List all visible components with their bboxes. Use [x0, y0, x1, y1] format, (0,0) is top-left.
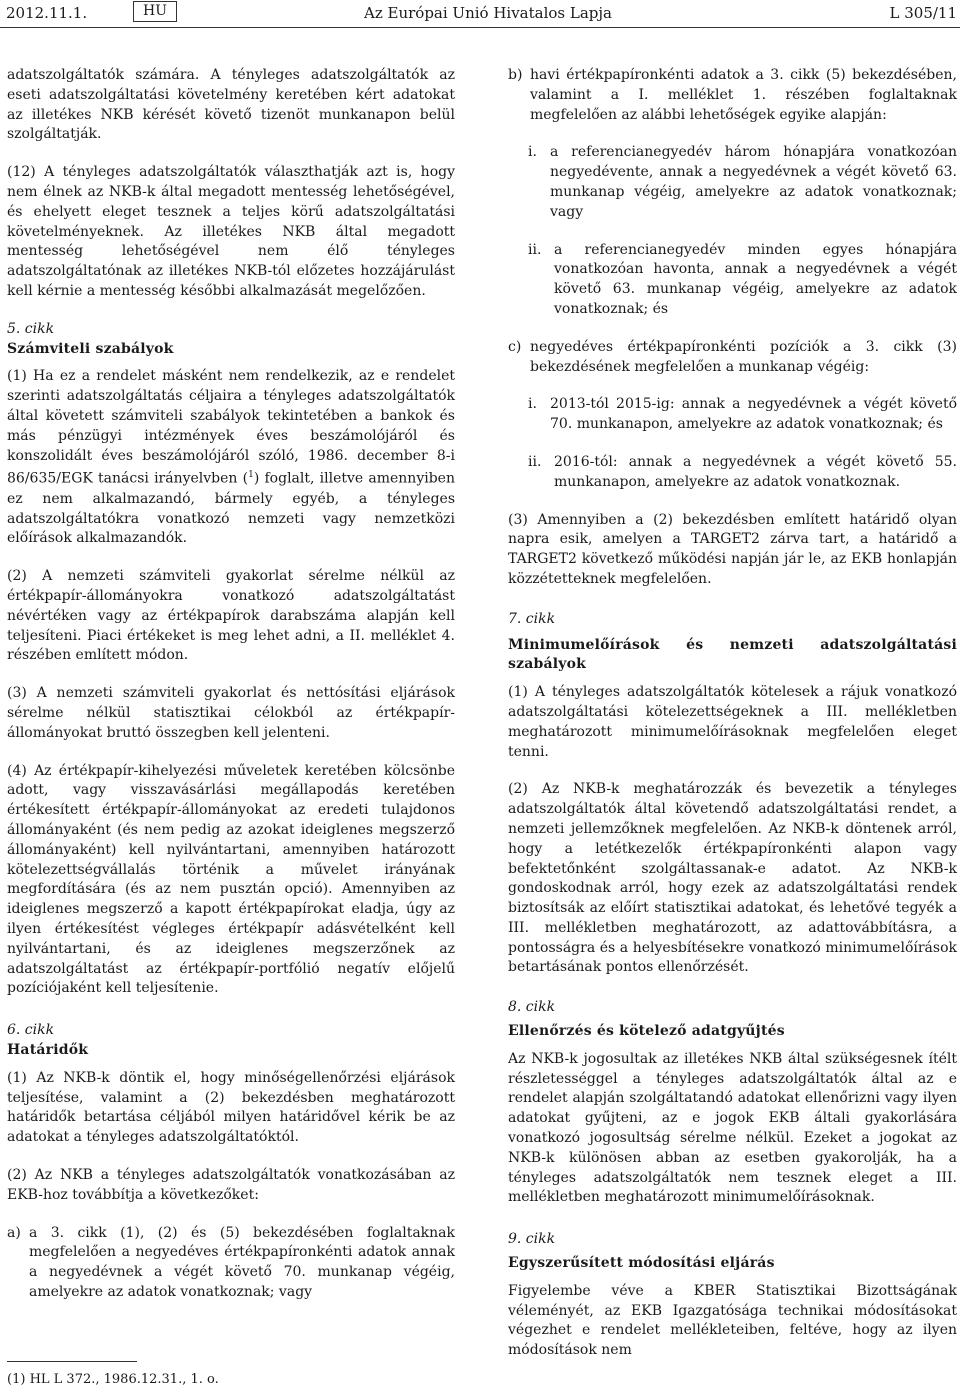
list-item-b-ii	[508, 241, 957, 320]
list-item-c	[508, 338, 957, 378]
list-item-c-i	[508, 395, 957, 435]
article-5-paragraph-4: (4) Az értékpapír-kihelyezési műveletek keretében kölcsönbe adott, vagy visszavásárlási megállapodás keretében értékesített értékpapír-állományokat az eredeti tulajdonos állományaként (és nem pedig az azokat ideiglenes megszerző állományaként) kell nyilvántartani, amennyiben határozott kötelezettségvállalás történik a művelet irányának megfordítására (és az nem pusztán opció). Amennyiben az ideiglenes megszerző a kapott értékpapírokat eladja, úgy az ilyen értékesítést végleges értékpapír adásvételként kell nyilvántartani, és az ideiglenes megszerzőnek az adatszolgáltatást az értékpapír-portfólió negatív előjelű pozíciójaként kell teljesítenie.	[7, 762, 455, 997]
right-column	[508, 66, 957, 1361]
publication-date: 2012.11.1.	[6, 4, 88, 22]
article-8-heading	[508, 998, 957, 1042]
article-6-paragraph-1: (1) Az NKB-k döntik el, hogy minőségellenőrzési eljárások teljesítése, valamint a (2) bekezdésben meghatározott határidők betartása céljából milyen határidővel kérik be az adatokat a tényleges adatszolgáltatóktól.	[7, 1069, 455, 1146]
article-7-heading	[508, 610, 957, 675]
footnote-reference: 1	[248, 470, 254, 481]
article-7-paragraph-1: (1) A tényleges adatszolgáltatók kötelesek a rájuk vonatkozó adatszolgáltatási kötelezettségeknek a III. mellékletben meghatározott minimumelőírásoknak megfelelően eleget tenni.	[508, 684, 957, 760]
list-marker: ii.	[528, 241, 542, 258]
list-item-b-i	[508, 143, 957, 222]
article-number: 6. cikk	[7, 1022, 55, 1039]
list-item-text: a 3. cikk (1), (2) és (5) bekezdésében foglaltaknak megfelelően a negyedéves értékpapíronkénti adatok annak a negyedévnek a végét követő 70. munkanap végéig, amelyekre az adatok vonatkoznak; vagy	[29, 1224, 455, 1300]
page-number: L 305/11	[889, 4, 957, 22]
article-title: Egyszerűsített módosítási eljárás	[508, 1255, 775, 1272]
header-rule	[0, 27, 960, 28]
article-number: 7. cikk	[508, 610, 556, 627]
list-item-text: a referencianegyedév három hónapjára vonatkozóan negyedévente, annak a negyedévnek a végét követő 63. munkanap végéig, amelyekre az adatok vonatkoznak; vagy	[550, 144, 957, 220]
list-item-text: havi értékpapíronkénti adatok a 3. cikk (5) bekezdésében, valamint a I. melléklet 1. részében foglaltaknak megfelelően az alábbi lehetőségek egyike alapján:	[530, 67, 957, 123]
journal-title: Az Európai Unió Hivatalos Lapja	[364, 4, 612, 22]
page-header	[0, 0, 960, 26]
continuation-paragraph: adatszolgáltatók számára. A tényleges adatszolgáltatók az eseti adatszolgáltatási követelmény keretében kért adatokat az illetékes NKB kérését követő tizenöt munkanapon belül szolgáltatják.	[7, 67, 455, 143]
footnote-marker: (1)	[7, 1372, 26, 1387]
article-6-paragraph-2: (2) Az NKB a tényleges adatszolgáltatók vonatkozásában az EKB-hoz továbbítja a következőket:	[7, 1166, 455, 1203]
list-item-text: a referencianegyedév minden egyes hónapjára vonatkozóan havonta, annak a negyedévnek a végét követő 63. munkanap végéig, amelyekre az adatok vonatkoznak; és	[554, 241, 957, 317]
list-item-c-ii	[508, 453, 957, 493]
article-title: Ellenőrzés és kötelező adatgyűjtés	[508, 1023, 785, 1040]
article-title: Minimumelőírások és nemzeti adatszolgáltatási szabályok	[508, 636, 957, 673]
article-9-paragraph: Figyelembe véve a KBER Statisztikai Bizottságának véleményét, az EKB Igazgatósága technikai módosításokat végezhet e rendelet mellékleteiben, feltéve, hogy az ilyen módosítások nem	[508, 1282, 957, 1359]
article-5-heading	[7, 320, 455, 360]
list-marker: a)	[7, 1224, 21, 1241]
article-6-paragraph-3: (3) Amennyiben a (2) bekezdésben említett határidő olyan napra esik, amelyen a TARGET2 zárva tart, a határidő a TARGET2 következő működési napján jár le, az EKB honlapján közzétetteknek megfelelően.	[508, 511, 957, 587]
article-5-paragraph-2: (2) A nemzeti számviteli gyakorlat sérelme nélkül az értékpapír-állományokra vonatkozó adatszolgáltatást névértéken vagy az értékpapírok darabszáma alapján kell teljesíteni. Piaci értékeket is meg lehet adni, a II. melléklet 4. részében említett módon.	[7, 568, 455, 664]
list-marker: c)	[508, 338, 522, 355]
list-marker: i.	[528, 144, 537, 161]
article-number: 9. cikk	[508, 1231, 556, 1248]
footnote	[7, 1371, 219, 1389]
article-6-heading	[7, 1021, 455, 1061]
article-5-paragraph-1: (1) Ha ez a rendelet másként nem rendelkezik, az e rendelet szerinti adatszolgáltatás céljaira a tényleges adatszolgáltatók által követett számviteli szabályok tekintetében a bankok és más pénzügyi intézmények éves beszámolójáról és konszolidált éves beszámolójáról szóló, 1986. december 8-i 86/635/EGK tanácsi irányelvben ($^1$) foglalt, illetve amennyiben ez nem alkalmazandó, bármely egyéb, a tényleges adatszolgáltatókra vonatkozó nemzeti vagy nemzetközi előírások alkalmazandók.	[7, 368, 455, 547]
list-marker: b)	[508, 67, 523, 83]
language-badge: HU	[133, 1, 177, 22]
list-item-text: 2013-tól 2015-ig: annak a negyedévnek a végét követő 70. munkanapon, amelyekre az adatok vonatkoznak; és	[550, 396, 957, 433]
list-marker: ii.	[528, 453, 542, 470]
article-9-heading	[508, 1230, 957, 1274]
article-8-paragraph: Az NKB-k jogosultak az illetékes NKB által szükségesnek ítélt részletességgel a tényleges adatszolgáltatók által az e rendelet alapján szolgáltatandó adatokat ellenőrizni vagy ilyen adatokat gyűjteni, az e jogok EKB általi gyakorlására vonatkozó jogosultság sérelme nélkül. Ezeket a jogokat az NKB-k különösen abban az esetben gyakorolják, ha a tényleges adatszolgáltatók nem tesznek eleget a III. mellékletben meghatározott minimumelőírásoknak.	[508, 1050, 957, 1206]
article-7-paragraph-2: (2) Az NKB-k meghatározzák és bevezetik a tényleges adatszolgáltatók által követendő adatszolgáltatási rendet, a nemzeti jellemzőknek megfelelően. Az NKB-k döntenek arról, hogy a letétkezelők értékpapíronkénti alapon vagy befektetőnként szolgáltassanak-e adatot. Az NKB-k gondoskodnak arról, hogy ezek az adatszolgáltatási rendek biztosítsák az előírt statisztikai adatokat, és lehetővé tegyék a III. mellékletben meghatározott, az adattovábbításra, a pontosságra és a helyesbítésekre vonatkozó minimumelőírások betartásának pontos ellenőrzését.	[508, 781, 957, 976]
article-number: 8. cikk	[508, 999, 556, 1016]
list-item-text: 2016-tól: annak a negyedévnek a végét követő 55. munkanapon, amelyekre az adatok vonatkoznak.	[554, 453, 957, 490]
article-title: Számviteli szabályok	[7, 340, 174, 357]
list-marker: i.	[528, 396, 537, 413]
article-title: Határidők	[7, 1041, 89, 1058]
list-item-a	[7, 1224, 455, 1303]
footnote-text: HL L 372., 1986.12.31., 1. o.	[29, 1372, 219, 1387]
list-item-b	[508, 66, 957, 125]
left-column	[7, 66, 455, 1303]
paragraph-12: (12) A tényleges adatszolgáltatók választhatják azt is, hogy nem élnek az NKB-k által megadott mentesség lehetőségével, és ehelyett eleget tesznek a teljes körű adatszolgáltatási követelményeknek. Az illetékes NKB által megadott mentesség lehetőségével nem élő tényleges adatszolgáltatónak az illetékes NKB-tól előzetes hozzájárulást kell kérnie a mentesség későbbi alkalmazását megelőzően.	[7, 164, 455, 299]
list-item-text: negyedéves értékpapíronkénti pozíciók a 3. cikk (3) bekezdésének megfelelően a munkanap végéig:	[530, 338, 957, 375]
article-number: 5. cikk	[7, 320, 55, 337]
article-5-paragraph-3: (3) A nemzeti számviteli gyakorlat és nettósítási eljárások sérelme nélkül statisztikai célokból az értékpapír-állományokat bruttó összegben kell jelenteni.	[7, 685, 455, 741]
footnote-rule	[7, 1361, 137, 1362]
